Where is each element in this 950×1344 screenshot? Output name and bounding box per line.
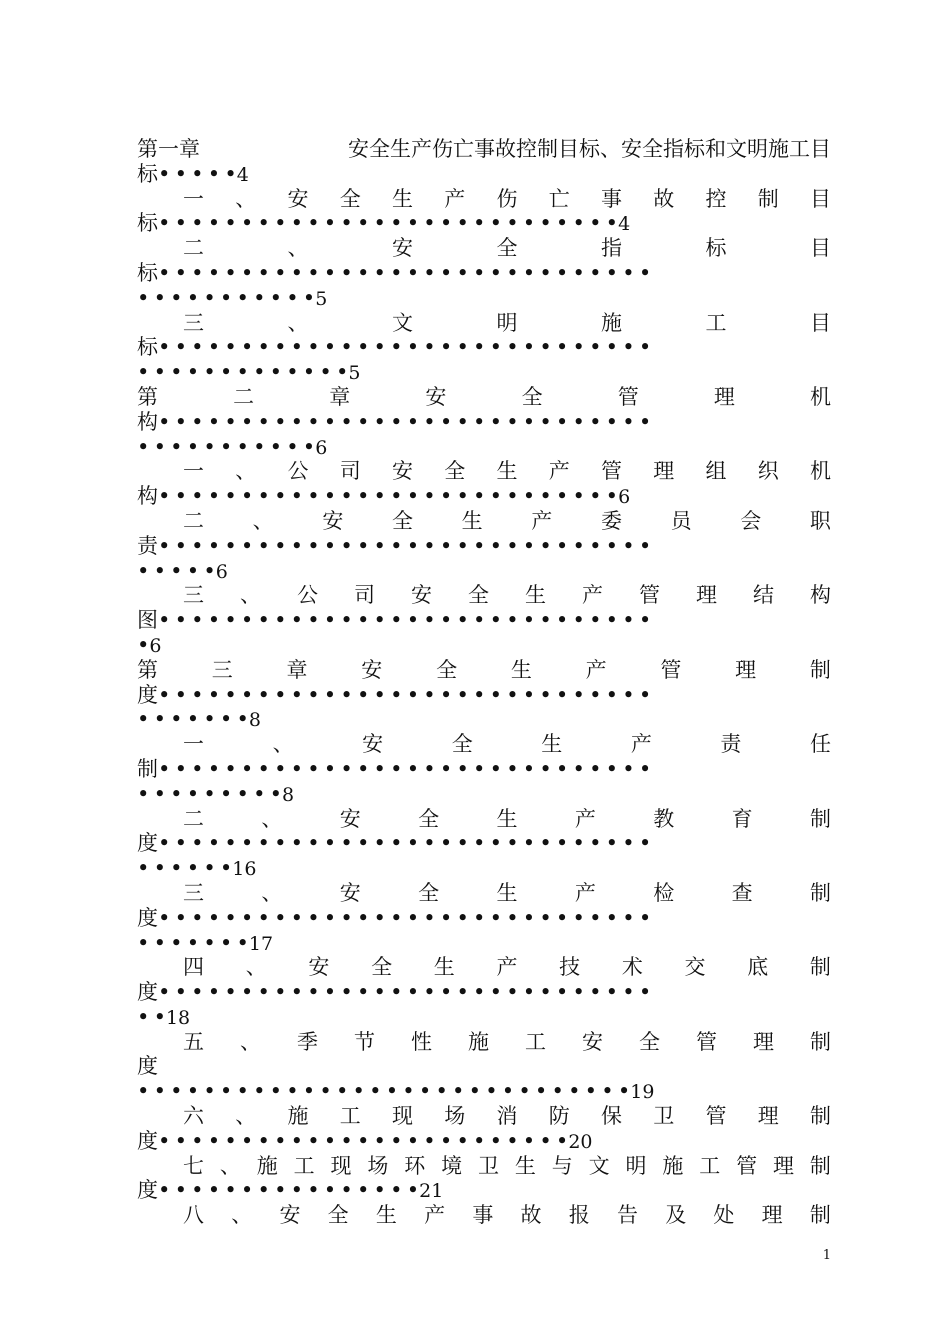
toc-heading-segment: 、 — [240, 583, 261, 608]
toc-heading-segment: 二 — [183, 508, 204, 533]
toc-heading-segment: 及 — [665, 1203, 687, 1228]
toc-heading-segment: 施 — [287, 1104, 309, 1129]
toc-heading-segment: 员 — [670, 508, 692, 533]
toc-heading-line — [137, 583, 831, 608]
toc-heading-segment: 场 — [444, 1104, 466, 1129]
toc-heading-segment: 工 — [293, 1153, 315, 1178]
toc-heading-segment: 、 — [252, 508, 274, 533]
toc-heading-segment: 安 — [322, 508, 344, 533]
toc-heading-segment: 控 — [705, 186, 727, 211]
toc-heading-segment: 产 — [531, 508, 553, 533]
toc-heading-segment: 理 — [735, 657, 757, 682]
toc-heading-line — [137, 881, 831, 906]
toc-leader-label: 构 — [137, 484, 158, 509]
toc-heading-segment: 构 — [810, 583, 831, 608]
toc-dot-leader: • • • • • • • • • • • • • • • • • • • • • • • • • • • • • • — [158, 756, 652, 781]
toc-heading-segment: 、 — [235, 1104, 257, 1129]
toc-heading-segment: 施 — [662, 1153, 684, 1178]
toc-dot-leader: • • • • • • • • • • • • • • • • • • • • • • • • • • • • • • — [158, 409, 652, 434]
toc-leader-label: 标 — [137, 211, 158, 236]
toc-leader-line — [137, 931, 831, 956]
toc-heading-segment: 施 — [601, 310, 622, 335]
toc-page-number: 6 — [149, 634, 162, 657]
toc-heading-segment: 安全生产伤亡事故控制目标、安全指标和文明施工目 — [348, 137, 831, 161]
toc-heading-segment: 制 — [810, 880, 831, 905]
toc-heading-segment: 施 — [468, 1029, 489, 1054]
toc-page-number: 5 — [348, 362, 361, 385]
toc-heading-segment: 安 — [392, 459, 413, 484]
toc-heading-segment: 安 — [308, 955, 330, 980]
toc-heading-segment: 公 — [297, 583, 318, 608]
toc-heading-line — [137, 187, 831, 212]
toc-heading-segment: 司 — [354, 583, 375, 608]
toc-heading-line — [137, 955, 831, 980]
toc-heading-segment: 卫 — [653, 1104, 675, 1129]
toc-leader-label: 度 — [137, 1178, 158, 1203]
toc-heading-segment: 消 — [496, 1104, 518, 1129]
toc-heading-segment: 制 — [809, 657, 831, 682]
toc-heading-segment: 会 — [740, 508, 762, 533]
toc-leader-label: 制 — [137, 756, 158, 781]
toc-heading-segment: 安 — [362, 732, 384, 757]
toc-heading-segment: 任 — [809, 732, 831, 757]
page-number: 1 — [822, 1248, 831, 1263]
toc-heading-segment: 生 — [433, 955, 455, 980]
toc-leader-label: 图 — [137, 608, 158, 633]
toc-dot-leader: • • • • • • • • • • • • • • • • • • • • • • • • • • • • • • — [158, 682, 652, 707]
toc-heading-line — [137, 385, 831, 410]
toc-heading-segment: 二 — [183, 236, 204, 261]
toc-page-number: 6 — [315, 436, 328, 459]
toc-leader-line — [137, 410, 831, 435]
toc-heading-segment: 产 — [582, 583, 603, 608]
toc-heading-line — [137, 236, 831, 261]
toc-heading-segment: 、 — [235, 186, 257, 211]
toc-dot-leader: • • • • • • • • • • • — [137, 285, 316, 310]
toc-heading-segment: 三 — [183, 880, 204, 905]
toc-dot-leader: • • • • • • • • • • • • • • • • • • • • • • • • • • • • • • — [158, 335, 652, 360]
toc-heading-segment: 全 — [339, 186, 361, 211]
toc-page-number: 16 — [232, 858, 257, 881]
toc-heading-segment: 制 — [810, 1104, 831, 1129]
toc-leader-line — [137, 484, 831, 509]
toc-leader-line — [137, 1054, 831, 1079]
toc-heading-segment: 故 — [653, 186, 675, 211]
toc-heading-segment: 全 — [371, 955, 393, 980]
toc-heading-segment: 全 — [391, 508, 413, 533]
toc-dot-leader: • • • • • • • • • • • • • • • • • • • • • • • • • — [158, 1128, 569, 1153]
toc-leader-line — [137, 435, 831, 460]
toc-page-number: 17 — [248, 932, 274, 955]
toc-heading-segment: 二 — [183, 806, 204, 831]
toc-heading-segment: 告 — [616, 1203, 638, 1228]
toc-leader-line — [137, 1079, 831, 1104]
toc-heading-segment: 生 — [496, 459, 518, 484]
toc-leader-label: 责 — [137, 533, 158, 558]
toc-leader-line — [137, 335, 831, 360]
toc-heading-segment: 六 — [183, 1104, 204, 1129]
toc-dot-leader: • • • • • — [137, 558, 216, 583]
toc-dot-leader: • • • • • • • • • • • • • • • • • • • • • • • • • • • • • • — [158, 608, 652, 633]
toc-heading-segment: 生 — [514, 1153, 536, 1178]
toc-heading-segment: 理 — [761, 1203, 783, 1228]
toc-heading-segment: 育 — [731, 806, 753, 831]
toc-heading-segment: 安 — [339, 806, 361, 831]
toc-heading-segment: 、 — [272, 732, 294, 757]
toc-leader-line — [137, 261, 831, 286]
toc-heading-line — [137, 807, 831, 832]
toc-heading-segment: 交 — [684, 955, 706, 980]
toc-heading-segment: 教 — [653, 806, 675, 831]
toc-heading-segment: 、 — [287, 310, 309, 335]
toc-heading-segment: 生 — [541, 732, 563, 757]
toc-dot-leader: • • • • • • • • • • • • • • • • • • • • • • • • • • • • — [158, 211, 619, 236]
toc-leader-line — [137, 608, 831, 633]
toc-heading-segment: 节 — [354, 1029, 375, 1054]
toc-heading-segment: 产 — [574, 806, 596, 831]
toc-page-number: 8 — [282, 783, 295, 806]
toc-heading-segment: 二 — [233, 384, 255, 409]
toc-heading-segment: 故 — [520, 1203, 542, 1228]
toc-heading-segment: 委 — [600, 508, 622, 533]
toc-leader-line — [137, 782, 831, 807]
toc-heading-line — [137, 1154, 831, 1179]
toc-leader-line — [137, 286, 831, 311]
toc-heading-segment: 理 — [773, 1153, 794, 1178]
toc-heading-segment: 安 — [411, 583, 432, 608]
toc-heading-line — [137, 658, 831, 683]
toc-leader-line — [137, 707, 831, 732]
toc-heading-segment: 生 — [392, 186, 413, 211]
toc-heading-segment: 生 — [375, 1203, 397, 1228]
toc-leader-line — [137, 360, 831, 385]
toc-heading-segment: 管 — [617, 384, 639, 409]
toc-heading-segment: 卫 — [478, 1153, 499, 1178]
toc-heading-segment: 管 — [660, 657, 682, 682]
toc-leader-line — [137, 683, 831, 708]
toc-leader-label: 构 — [137, 409, 158, 434]
toc-page-number: 6 — [215, 560, 228, 583]
toc-heading-segment: 制 — [810, 1029, 831, 1054]
toc-heading-segment: 、 — [235, 459, 257, 484]
toc-heading-segment: 文 — [392, 310, 413, 335]
toc-heading-segment: 职 — [809, 508, 831, 533]
toc-leader-line — [137, 980, 831, 1005]
toc-heading-segment: 章 — [329, 384, 351, 409]
toc-heading-segment: 理 — [713, 384, 735, 409]
toc-heading-segment: 技 — [559, 955, 581, 980]
toc-dot-leader: • • • • • • • • • • • • • • • • — [158, 1178, 420, 1203]
toc-heading-segment: 产 — [444, 186, 466, 211]
toc-heading-segment: 安 — [361, 657, 383, 682]
toc-dot-leader: • • • • • • • • • • • — [137, 434, 316, 459]
toc-dot-leader: • • • • • • • • • • • • • • • • • • • • • • • • • • • • • • — [137, 1079, 631, 1104]
toc-leader-label: 度 — [137, 980, 158, 1005]
toc-heading-segment: 全 — [444, 459, 466, 484]
toc-heading-segment: 产 — [496, 955, 518, 980]
toc-heading-segment: 机 — [810, 459, 831, 484]
toc-heading-segment: 施 — [256, 1153, 278, 1178]
toc-heading-segment: 一 — [183, 732, 204, 757]
toc-heading-segment: 生 — [496, 880, 518, 905]
toc-heading-segment: 处 — [713, 1203, 735, 1228]
toc-heading-line — [137, 311, 831, 336]
toc-heading-segment: 安 — [425, 384, 447, 409]
toc-heading-segment: 七 — [183, 1153, 204, 1178]
toc-heading-segment: 章 — [286, 657, 308, 682]
toc-heading-segment: 管 — [696, 1029, 717, 1054]
toc-heading-segment: 四 — [183, 955, 204, 980]
toc-leader-label: 度 — [137, 905, 158, 930]
toc-heading-line — [137, 732, 831, 757]
toc-heading-segment: 工 — [705, 310, 727, 335]
toc-heading-segment: 一 — [183, 459, 204, 484]
toc-heading-segment: 一 — [183, 186, 204, 211]
toc-heading-segment: 理 — [696, 583, 717, 608]
toc-heading-segment: 产 — [424, 1203, 446, 1228]
toc-heading-segment: 制 — [809, 1203, 831, 1228]
toc-heading-segment: 责 — [720, 732, 742, 757]
toc-page-number: 21 — [419, 1180, 444, 1203]
toc-dot-leader: • • • • • • • • • • • • • • • • • • • • • • • • • • • • • • — [158, 533, 652, 558]
toc-heading-segment: 全 — [639, 1029, 660, 1054]
toc-leader-label: 标 — [137, 335, 158, 360]
toc-heading-segment: 报 — [568, 1203, 590, 1228]
toc-dot-leader: • • • • • • • • • • • • • • • • • • • • • • • • • • • • — [158, 484, 619, 509]
toc-leader-line — [137, 162, 831, 187]
toc-heading-segment: 全 — [468, 583, 489, 608]
toc-heading-segment: 明 — [625, 1153, 647, 1178]
toc-heading-segment: 与 — [551, 1153, 573, 1178]
toc-leader-label: 度 — [137, 1128, 158, 1153]
toc-heading-segment: 全 — [451, 732, 473, 757]
toc-heading-segment: 理 — [753, 1029, 774, 1054]
toc-heading-segment: 全 — [418, 806, 440, 831]
toc-heading-segment: 制 — [809, 955, 831, 980]
toc-heading-segment: 、 — [240, 1029, 261, 1054]
toc-heading-segment: 全 — [418, 880, 440, 905]
toc-heading-segment: 境 — [441, 1153, 463, 1178]
toc-heading-segment: 文 — [588, 1153, 610, 1178]
toc-heading-segment: 亡 — [548, 186, 570, 211]
toc-heading-segment: 性 — [411, 1029, 432, 1054]
toc-leader-label: 标 — [137, 260, 158, 285]
toc-dot-leader: • • • • • • • • • — [137, 781, 283, 806]
toc-heading-segment: 明 — [496, 310, 518, 335]
toc-page-number: 8 — [248, 709, 261, 732]
toc-heading-segment: 指 — [601, 236, 622, 261]
toc-heading-segment: 伤 — [496, 186, 518, 211]
toc-leader-line — [137, 534, 831, 559]
table-of-contents — [137, 137, 831, 1228]
toc-dot-leader: • • • • • • — [137, 856, 233, 881]
toc-heading-segment: 、 — [245, 955, 267, 980]
toc-heading-segment: 事 — [601, 186, 622, 211]
toc-heading-segment: 制 — [809, 1153, 831, 1178]
toc-page-number: 20 — [568, 1130, 593, 1153]
toc-heading-segment: 、 — [219, 1153, 241, 1178]
toc-heading-segment: 理 — [757, 1104, 779, 1129]
toc-heading-segment: 工 — [525, 1029, 546, 1054]
toc-heading-segment: 安 — [339, 880, 361, 905]
toc-heading-segment: 三 — [211, 657, 233, 682]
toc-heading-segment: 制 — [810, 806, 831, 831]
toc-heading-segment: 目 — [810, 236, 831, 261]
toc-heading-segment: 第 — [137, 384, 158, 409]
toc-heading-segment: 事 — [472, 1203, 494, 1228]
toc-leader-line — [137, 757, 831, 782]
toc-heading-segment: 标 — [705, 236, 727, 261]
toc-heading-segment: 安 — [392, 236, 413, 261]
toc-page-number: 4 — [236, 163, 249, 186]
toc-heading-segment: 生 — [496, 806, 518, 831]
toc-heading-segment: 现 — [330, 1153, 352, 1178]
toc-heading-segment: 季 — [297, 1029, 318, 1054]
toc-heading-segment: 术 — [621, 955, 643, 980]
toc-leader-line — [137, 1178, 831, 1203]
toc-heading-segment: 现 — [392, 1104, 413, 1129]
toc-heading-segment: 三 — [183, 583, 204, 608]
toc-heading-line — [137, 459, 831, 484]
toc-heading-segment: 全 — [521, 384, 543, 409]
toc-heading-segment: 底 — [747, 955, 769, 980]
toc-heading-segment: 生 — [525, 583, 546, 608]
toc-dot-leader: • • • • • — [158, 161, 237, 186]
toc-leader-line — [137, 906, 831, 931]
toc-heading-segment: 管 — [601, 459, 622, 484]
toc-leader-line — [137, 559, 831, 584]
toc-page-number: 6 — [618, 486, 631, 509]
toc-heading-segment: 保 — [601, 1104, 622, 1129]
toc-page-number: 19 — [630, 1081, 655, 1104]
toc-dot-leader: • • • • • • • • • • • • • • • • • • • • • • • • • • • • • • — [158, 980, 652, 1005]
toc-dot-leader: • • • • • • • • • • • • • — [137, 360, 349, 385]
toc-heading-line — [137, 1203, 831, 1228]
toc-heading-segment: 三 — [183, 310, 204, 335]
toc-heading-segment: 、 — [261, 806, 283, 831]
toc-leader-line — [137, 856, 831, 881]
toc-page-number: 5 — [315, 287, 328, 310]
toc-heading-line — [137, 1030, 831, 1055]
toc-heading-segment: 全 — [327, 1203, 349, 1228]
toc-leader-label: 度 — [137, 682, 158, 707]
toc-heading-line — [137, 137, 831, 162]
toc-heading-segment: 机 — [809, 384, 831, 409]
toc-heading-segment: 安 — [279, 1203, 301, 1228]
toc-heading-line — [137, 509, 831, 534]
toc-dot-leader: • • • • • • • — [137, 707, 249, 732]
toc-heading-segment: 、 — [231, 1203, 253, 1228]
toc-heading-segment: 产 — [574, 880, 596, 905]
toc-page-number: 18 — [165, 1006, 191, 1029]
toc-heading-segment: 查 — [731, 880, 753, 905]
toc-dot-leader: • • • • • • • — [137, 930, 249, 955]
toc-leader-line — [137, 211, 831, 236]
toc-page-number: 4 — [618, 213, 631, 236]
toc-heading-segment: 管 — [705, 1104, 727, 1129]
toc-heading-segment: 结 — [753, 583, 774, 608]
toc-heading-segment: 第一章 — [137, 137, 200, 161]
toc-heading-segment: 工 — [699, 1153, 721, 1178]
toc-heading-segment: 安 — [582, 1029, 603, 1054]
toc-heading-segment: 司 — [339, 459, 361, 484]
toc-heading-line — [137, 1104, 831, 1129]
toc-leader-line — [137, 1129, 831, 1154]
toc-leader-label: 度 — [137, 1054, 158, 1079]
toc-heading-segment: 全 — [496, 236, 518, 261]
toc-heading-segment: 五 — [183, 1029, 204, 1054]
toc-heading-segment: 环 — [404, 1153, 426, 1178]
toc-dot-leader: • • • • • • • • • • • • • • • • • • • • • • • • • • • • • • — [158, 260, 652, 285]
toc-heading-segment: 目 — [810, 310, 831, 335]
toc-dot-leader: • • — [137, 1004, 166, 1029]
toc-dot-leader: • — [137, 632, 150, 657]
toc-heading-segment: 第 — [137, 657, 158, 682]
toc-heading-segment: 公 — [287, 459, 309, 484]
toc-heading-segment: 管 — [639, 583, 660, 608]
toc-heading-segment: 织 — [757, 459, 779, 484]
toc-leader-label: 标 — [137, 161, 158, 186]
toc-heading-segment: 工 — [339, 1104, 361, 1129]
toc-heading-segment: 生 — [510, 657, 532, 682]
toc-heading-segment: 检 — [653, 880, 675, 905]
toc-heading-segment: 产 — [548, 459, 570, 484]
toc-heading-segment: 全 — [436, 657, 458, 682]
toc-dot-leader: • • • • • • • • • • • • • • • • • • • • • • • • • • • • • • — [158, 905, 652, 930]
toc-heading-segment: 产 — [585, 657, 607, 682]
toc-heading-segment: 制 — [757, 186, 779, 211]
toc-leader-label: 度 — [137, 831, 158, 856]
toc-heading-segment: 防 — [548, 1104, 570, 1129]
toc-heading-segment: 产 — [630, 732, 652, 757]
toc-leader-line — [137, 1005, 831, 1030]
toc-heading-segment: 八 — [183, 1203, 204, 1228]
toc-heading-segment: 理 — [653, 459, 675, 484]
toc-heading-segment: 管 — [736, 1153, 758, 1178]
toc-leader-line — [137, 633, 831, 658]
toc-heading-segment: 生 — [461, 508, 483, 533]
toc-heading-segment: 、 — [287, 236, 309, 261]
toc-heading-segment: 组 — [705, 459, 727, 484]
toc-heading-segment: 场 — [367, 1153, 389, 1178]
toc-dot-leader: • • • • • • • • • • • • • • • • • • • • • • • • • • • • • • — [158, 831, 652, 856]
toc-heading-segment: 、 — [261, 880, 283, 905]
toc-leader-line — [137, 831, 831, 856]
toc-heading-segment: 目 — [810, 186, 831, 211]
toc-heading-segment: 安 — [287, 186, 309, 211]
